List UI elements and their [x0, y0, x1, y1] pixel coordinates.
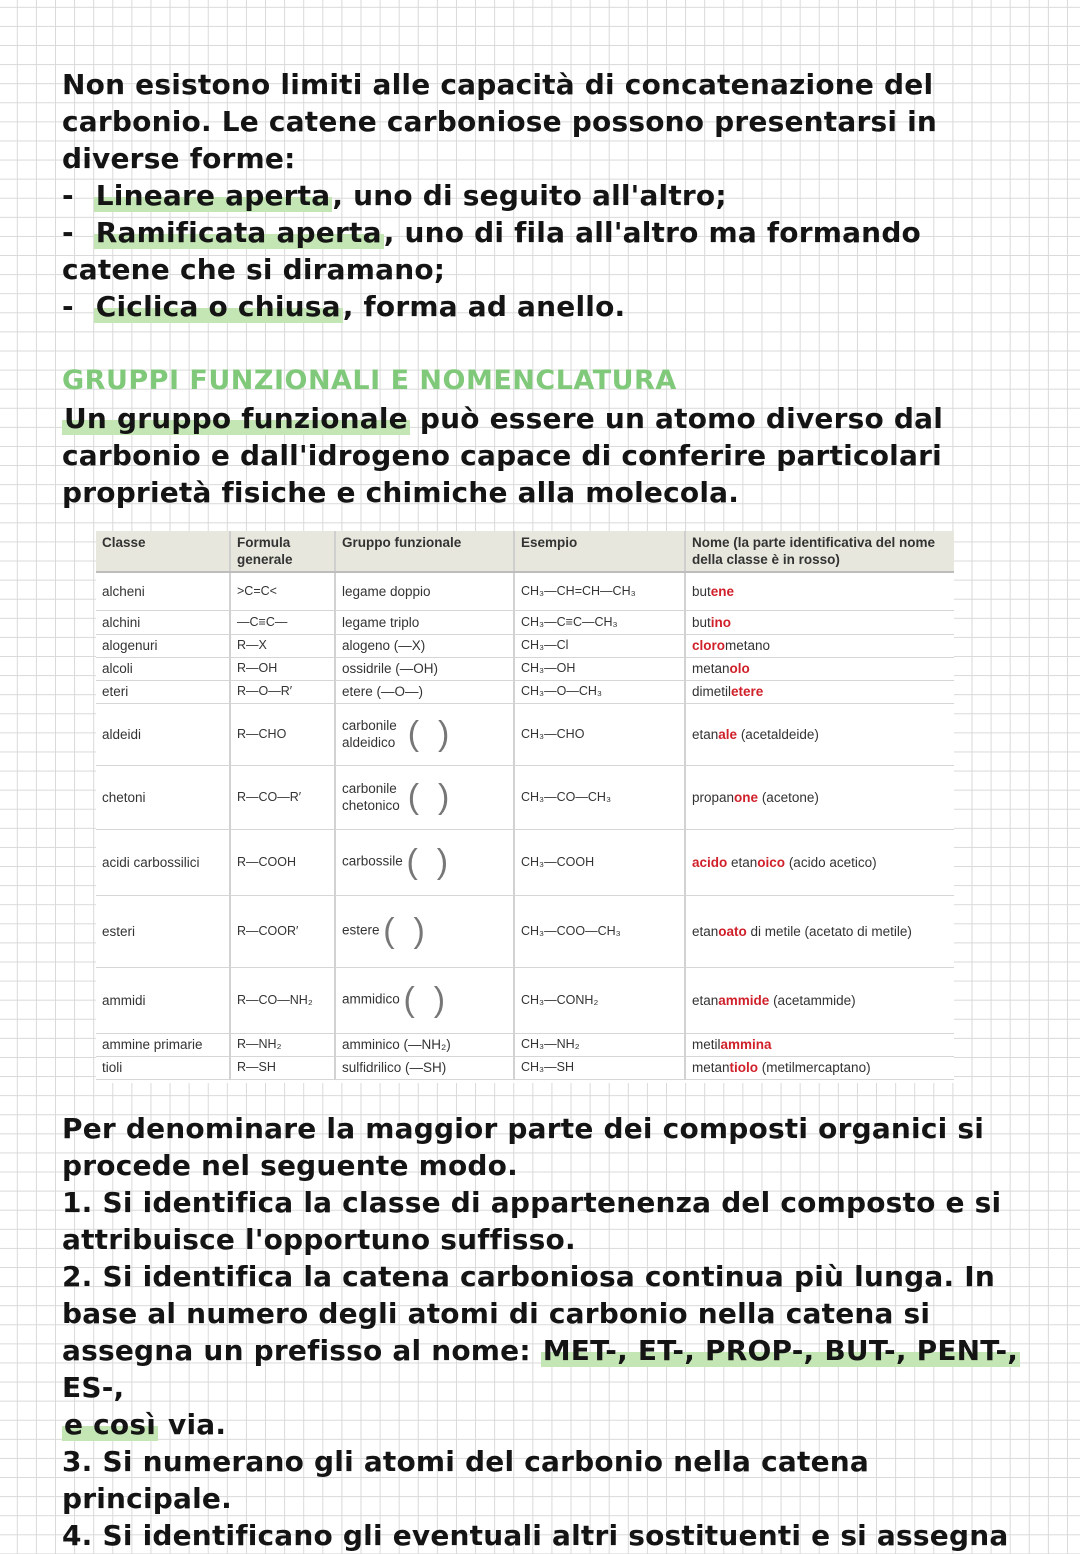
step-4: 4. Si identificano gli eventuali altri sostituenti e si assegna — [62, 1519, 1009, 1552]
highlight-cosi: e così — [64, 1408, 157, 1441]
bullet-branched-cont: catene che si diramano; — [62, 253, 446, 286]
table-row: alchini —C≡C— legame triplo CH₃—C≡C—CH₃ butino — [96, 610, 954, 634]
step-3: 3. Si numerano gli atomi del carbonio nella catena principale. — [62, 1445, 869, 1515]
highlight-cyclic: Ciclica o chiusa — [95, 290, 341, 323]
table-row: alcoli R—OH ossidrile (—OH) CH₃—OH metanolo — [96, 657, 954, 680]
highlight-prefixes: MET-, ET-, PROP-, BUT-, PENT-, — [542, 1334, 1019, 1367]
table-row: chetoni R—CO—R′ carbonile chetonico ( ) CH₃—CO—CH₃ propanone (acetone) — [96, 765, 954, 829]
step-1: 1. Si identifica la classe di appartenenza del composto e si — [62, 1186, 1002, 1219]
table-row: ammine primarie R—NH₂ amminico (—NH₂) CH₃—NH₂ metilammina — [96, 1033, 954, 1056]
procedure-paragraph: Per denominare la maggior parte dei composti organici si procede nel seguente modo. 1. Si identifica la classe di appartenenza del composto e si attribuisce l'opportuno suffisso. 2. Si identifica la catena carboniosa continua più lunga. In base al numero degli atomi di carbonio nella catena si assegna un prefisso al nome: MET-, ET-, PROP-, BUT-, PENT-, ES-, e così via. 3. Si numerano gli atomi del carbonio nella catena principale. 4. Si identificano gli eventuali altri sostituenti e si assegna — [62, 1110, 1037, 1554]
amide-structure-icon: ( ) — [403, 981, 446, 1019]
intro-line: diverse forme: — [62, 142, 296, 175]
functional-groups-table — [96, 531, 954, 1083]
table-row: ammidi R—CO—NH₂ ammidico ( ) CH₃—CONH₂ etanammide (acetammide) — [96, 967, 954, 1033]
intro-paragraph — [62, 66, 1037, 325]
highlight-branched: Ramificata aperta — [95, 216, 382, 249]
bullet-branched: - Ramificata aperta, uno di fila all'altro ma formando — [62, 216, 921, 249]
intro-line: Non esistono limiti alle capacità di concatenazione del — [62, 68, 934, 101]
step-2: 2. Si identifica la catena carboniosa continua più lunga. In — [62, 1260, 996, 1293]
header-cell: Gruppo funzionale — [335, 531, 514, 572]
table-row: alcheni >C=C< legame doppio CH₃—CH=CH—CH₃ butene — [96, 572, 954, 610]
header-cell: Nome (la parte identificativa del nome della classe è in rosso) — [685, 531, 954, 572]
table-row: eteri R—O—R′ etere (—O—) CH₃—O—CH₃ dimetiletere — [96, 680, 954, 703]
intro-line: carbonio. Le catene carboniose possono presentarsi in — [62, 105, 938, 138]
bullet-cyclic: - Ciclica o chiusa, forma ad anello. — [62, 290, 626, 323]
section-title: GRUPPI FUNZIONALI E NOMENCLATURA — [62, 365, 677, 396]
table-row: alogenuri R—X alogeno (—X) CH₃—Cl clorometano — [96, 634, 954, 657]
carboxyl-structure-icon: ( ) — [406, 843, 449, 881]
table-row: aldeidi R—CHO carbonile aldeidico ( ) CH₃—CHO etanale (acetaldeide) — [96, 703, 954, 765]
table-header-row — [96, 531, 954, 572]
table-row: acidi carbossilici R—COOH carbossile ( ) CH₃—COOH acido etanoico (acido acetico) — [96, 829, 954, 895]
header-cell: Formula generale — [230, 531, 335, 572]
ester-structure-icon: ( ) — [383, 912, 425, 950]
bullet-linear: - Lineare aperta, uno di seguito all'altro; — [62, 179, 727, 212]
carbonyl-structure-icon: ( ) — [407, 715, 450, 753]
header-cell: Classe — [96, 531, 230, 572]
header-cell: Esempio — [514, 531, 685, 572]
table-row: esteri R—COOR′ estere ( ) CH₃—COO—CH₃ etanoato di metile (acetato di metile) — [96, 895, 954, 967]
highlight-functional-group: Un gruppo funzionale — [64, 402, 408, 435]
highlight-linear: Lineare aperta — [95, 179, 331, 212]
table-row: tioli R—SH sulfidrilico (—SH) CH₃—SH metantiolo (metilmercaptano) — [96, 1056, 954, 1079]
carbonyl-structure-icon: ( ) — [407, 778, 450, 816]
section-paragraph: Un gruppo funzionale può essere un atomo diverso dal carbonio e dall'idrogeno capace di conferire particolari proprietà fisiche e chimiche alla molecola. — [62, 402, 944, 509]
